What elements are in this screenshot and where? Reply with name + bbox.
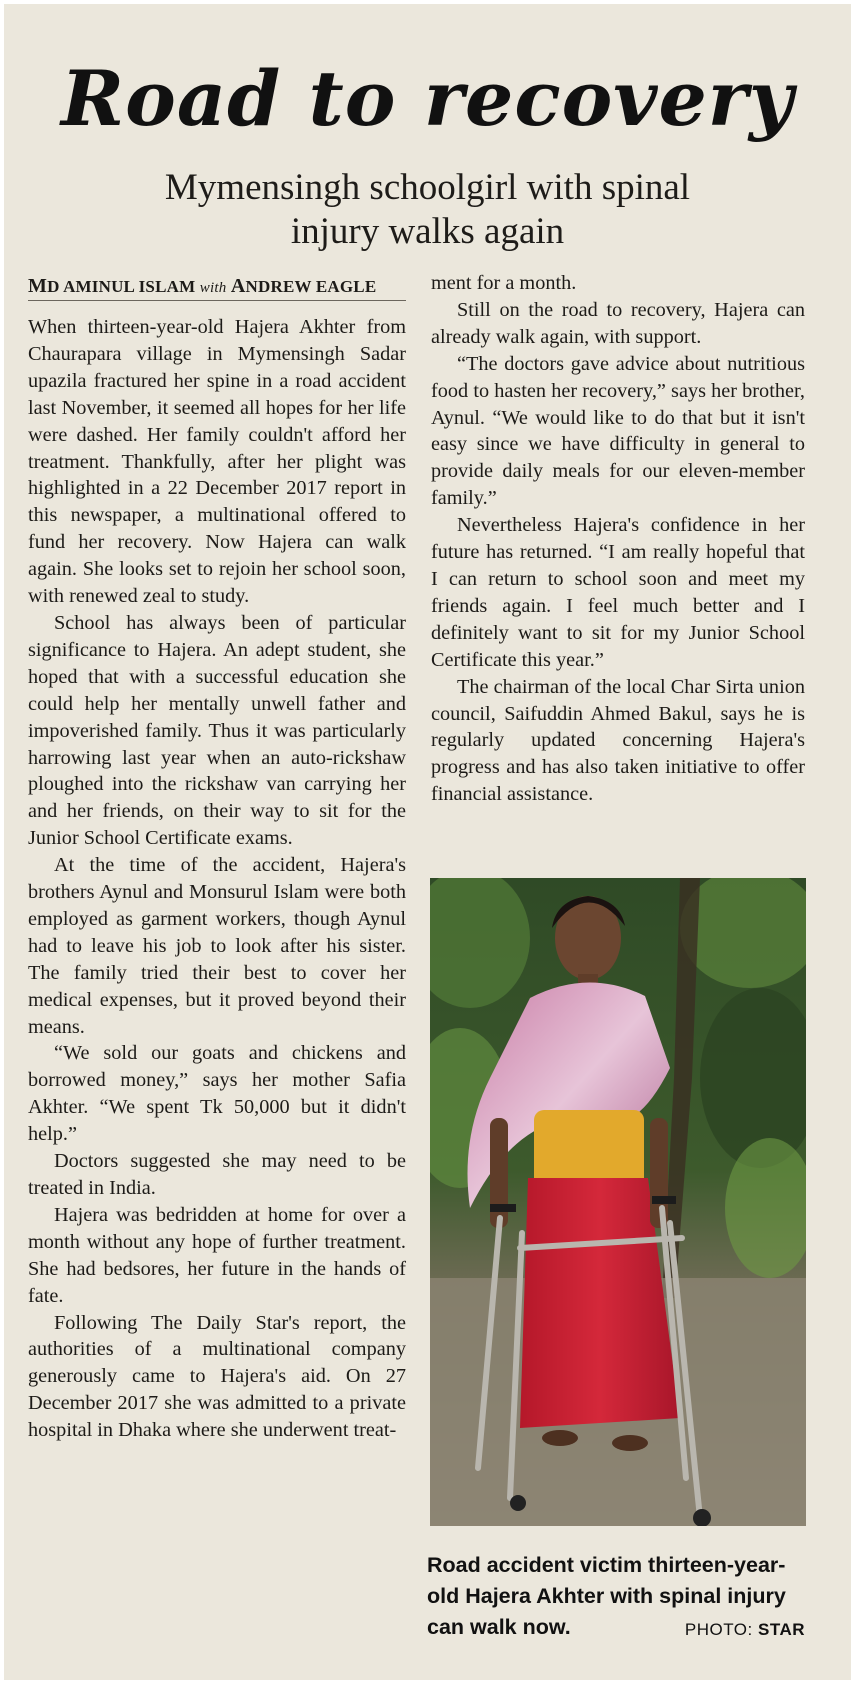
paragraph: Hajera was bedridden at home for over a month without any hope of further treatment. She had bedsores, her future in the hands of fate. [28, 1203, 406, 1307]
photo-credit-source: STAR [757, 1620, 805, 1639]
paragraph: School has always been of particular significance to Hajera. An adept student, she hoped that with a successful education she could help her mentally unwell father and impoverished family. Thus it was particularly harrowing last year when an auto-rickshaw ploughed into the rickshaw van carrying her and her friends, on their way to sit for the Junior School Certificate exams. [28, 611, 406, 850]
byline-with: with [199, 280, 227, 296]
photo-credit-label: PHOTO: [684, 1620, 753, 1639]
byline-author2-initial: A [230, 275, 246, 297]
paragraph: Doctors suggested she may need to be treated in India. [28, 1150, 406, 1199]
paragraph: When thirteen-year-old Hajera Akhter from Chaurapara village in Mymensingh Sadar upazila fractured her spine in a road accident last November, it seemed all hopes for her life were dashed. Her family couldn't afford her treatment. Thankfully, after her plight was highlighted in a 22 December 2017 report in this newspaper, a multinational offered to fund her recovery. Now Hajera can walk again. She looks set to rejoin her school soon, with renewed zeal to study. [28, 316, 406, 608]
byline-author1-initial: M [28, 275, 48, 297]
paragraph: The chairman of the local Char Sirta union council, Saifuddin Ahmed Bakul, says he is regularly updated concerning Hajera's progress and has also taken initiative to offer financial assistance. [431, 675, 805, 806]
article-photo [430, 878, 806, 1526]
article-column-1 [28, 314, 406, 1444]
subheadline-line-1: Mymensingh schoolgirl with spinal [164, 167, 691, 208]
paragraph: “The doctors gave advice about nutritious food to hasten her recovery,” says her brother, Aynul. “We would like to do that but it isn't easy since we have difficulty in general to provide daily meals for our eleven-member family.” [431, 352, 805, 510]
photo-credit [685, 1620, 805, 1640]
photo-caption: Road accident victim thirteen-year-old Hajera Akhter with spinal injury can walk now. [427, 1553, 786, 1639]
article-headline: Road to recovery [60, 54, 795, 143]
article-column-2 [431, 270, 805, 808]
newspaper-clipping [4, 4, 851, 1680]
paragraph: At the time of the accident, Hajera's brothers Aynul and Monsurul Islam were both employed as garment workers, though Aynul had to leave his job to look after his sister. The family tried their best to cover her medical expenses, but it proved beyond their means. [28, 854, 406, 1038]
article-subheadline [64, 166, 791, 254]
paragraph: ment for a month. [431, 272, 577, 294]
paragraph: Nevertheless Hajera's confidence in her future has returned. “I am really hopeful that I can return to school soon and meet my friends again. I feel much better and I definitely want to sit for my Junior School Certificate this year.” [431, 514, 805, 671]
byline-rule [28, 300, 406, 301]
paragraph: “We sold our goats and chickens and borrowed money,” says her mother Safia Akhter. “We spent Tk 50,000 but it didn't help.” [28, 1042, 406, 1146]
byline-author1-rest: D AMINUL ISLAM [47, 277, 196, 296]
byline [28, 276, 406, 298]
subheadline-line-2: injury walks again [290, 211, 565, 252]
byline-author2-rest: NDREW EAGLE [245, 277, 377, 296]
paragraph: Following The Daily Star's report, the authorities of a multinational company generously came to Hajera's aid. On 27 December 2017 she was admitted to a private hospital in Dhaka where she underwent treat- [28, 1311, 406, 1442]
paragraph: Still on the road to recovery, Hajera can already walk again, with support. [431, 298, 805, 348]
